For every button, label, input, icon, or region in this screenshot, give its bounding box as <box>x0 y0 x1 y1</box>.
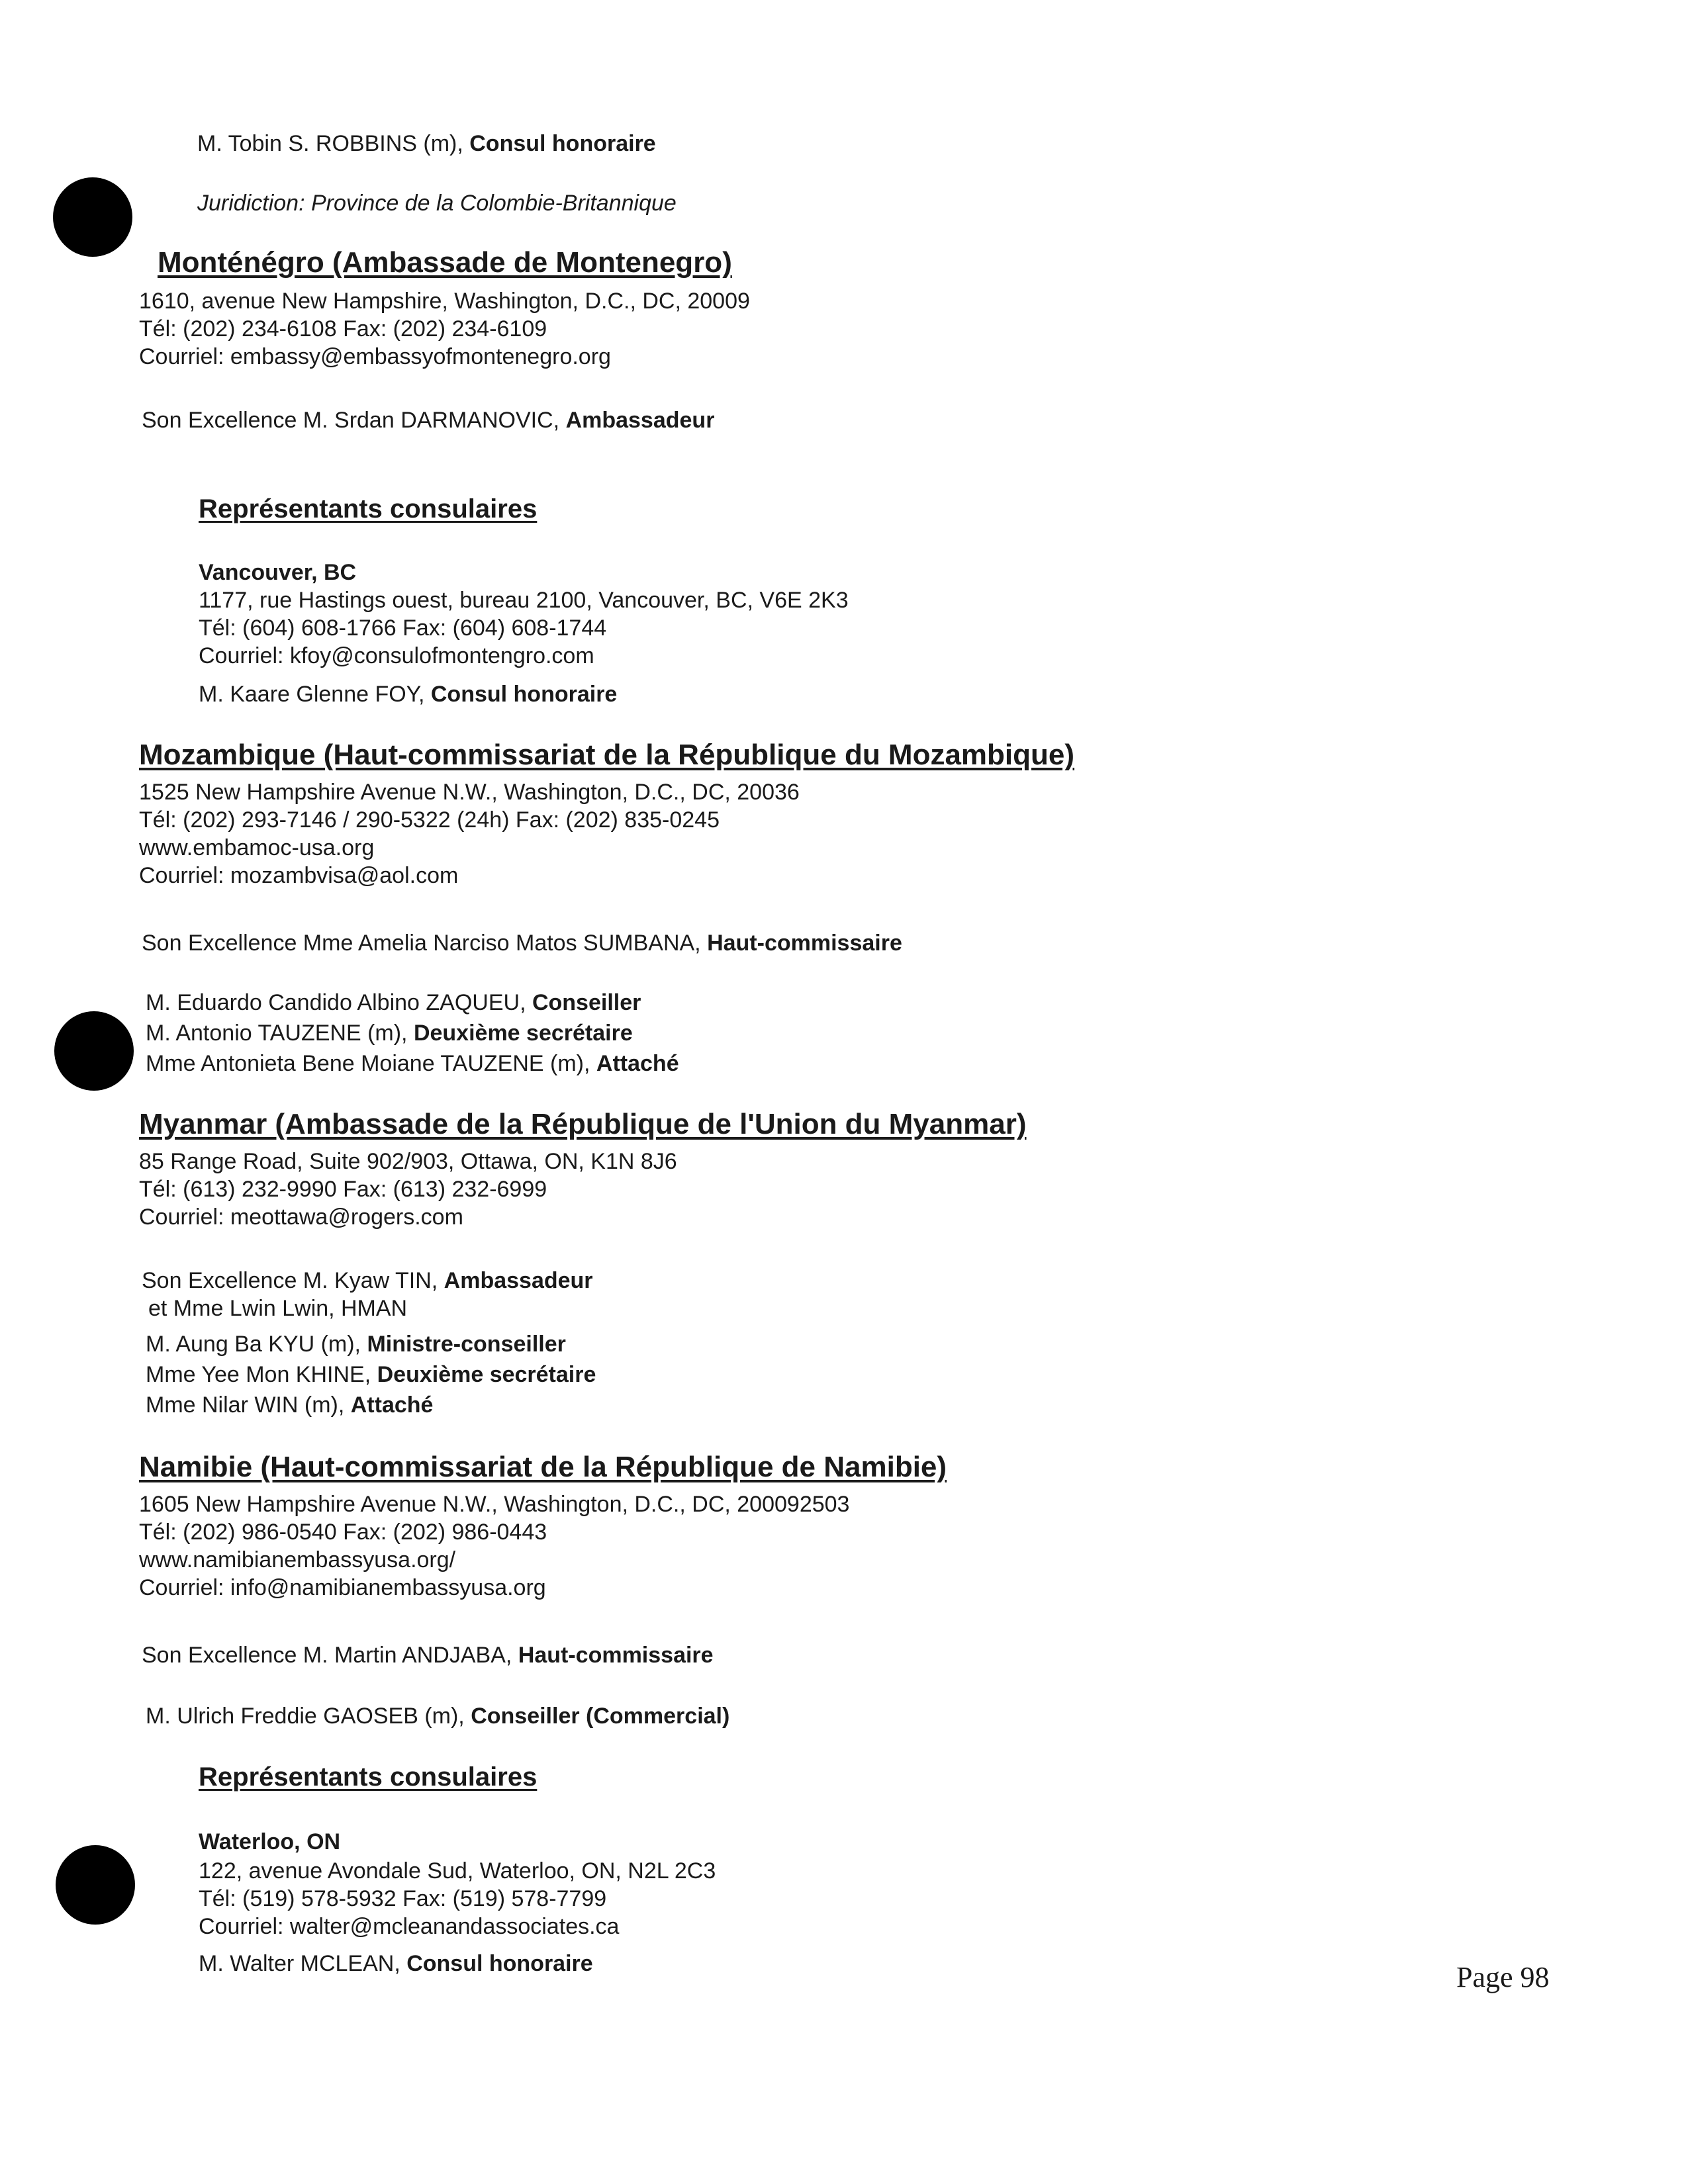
myanmar-spouse: et Mme Lwin Lwin, HMAN <box>148 1296 408 1321</box>
mozambique-email: Courriel: mozambvisa@aol.com <box>139 863 459 888</box>
mozambique-head: Son Excellence Mme Amelia Narciso Matos SUMBANA, Haut-commissaire <box>142 931 902 956</box>
myanmar-email: Courriel: meottawa@rogers.com <box>139 1205 463 1230</box>
namibia-header: Namibie (Haut-commissariat de la République de Namibie) <box>139 1451 947 1483</box>
montenegro-address: 1610, avenue New Hampshire, Washington, D.C., DC, 20009 <box>139 289 750 314</box>
namibia-email: Courriel: info@namibianembassyusa.org <box>139 1575 546 1600</box>
namibia-phone: Tél: (202) 986-0540 Fax: (202) 986-0443 <box>139 1520 547 1545</box>
vancouver-email: Courriel: kfoy@consulofmontengro.com <box>199 643 594 668</box>
mozambique-phone: Tél: (202) 293-7146 / 290-5322 (24h) Fax: (202) 835-0245 <box>139 807 720 833</box>
myanmar-ambassador: Son Excellence M. Kyaw TIN, Ambassadeur <box>142 1268 593 1293</box>
waterloo-email: Courriel: walter@mcleanandassociates.ca <box>199 1914 620 1939</box>
mozambique-staff-3: Mme Antonieta Bene Moiane TAUZENE (m), Attaché <box>146 1051 679 1076</box>
myanmar-address: 85 Range Road, Suite 902/903, Ottawa, ON, K1N 8J6 <box>139 1149 677 1174</box>
namibia-address: 1605 New Hampshire Avenue N.W., Washington, D.C., DC, 200092503 <box>139 1492 850 1517</box>
montenegro-email: Courriel: embassy@embassyofmontenegro.org <box>139 344 611 369</box>
punch-hole-middle <box>54 1011 134 1091</box>
robbins-entry: M. Tobin S. ROBBINS (m), Consul honoraire <box>197 131 656 156</box>
punch-hole-bottom <box>56 1845 135 1925</box>
myanmar-staff-3: Mme Nilar WIN (m), Attaché <box>146 1392 434 1418</box>
mozambique-staff-1: M. Eduardo Candido Albino ZAQUEU, Conseiller <box>146 990 641 1015</box>
vancouver-phone: Tél: (604) 608-1766 Fax: (604) 608-1744 <box>199 615 607 641</box>
mozambique-address: 1525 New Hampshire Avenue N.W., Washington, D.C., DC, 20036 <box>139 780 800 805</box>
montenegro-phone: Tél: (202) 234-6108 Fax: (202) 234-6109 <box>139 316 547 341</box>
montenegro-consular-header: Représentants consulaires <box>199 494 538 523</box>
mozambique-header: Mozambique (Haut-commissariat de la République du Mozambique) <box>139 739 1075 771</box>
mclean-entry: M. Walter MCLEAN, Consul honoraire <box>199 1951 593 1976</box>
namibia-consular-header: Représentants consulaires <box>199 1762 538 1792</box>
punch-hole-top <box>53 177 132 257</box>
vancouver-city: Vancouver, BC <box>199 560 357 585</box>
namibia-head: Son Excellence M. Martin ANDJABA, Haut-commissaire <box>142 1643 714 1668</box>
myanmar-staff-1: M. Aung Ba KYU (m), Ministre-conseiller <box>146 1332 566 1357</box>
vancouver-address: 1177, rue Hastings ouest, bureau 2100, Vancouver, BC, V6E 2K3 <box>199 588 849 613</box>
waterloo-city: Waterloo, ON <box>199 1829 341 1854</box>
namibia-staff-1: M. Ulrich Freddie GAOSEB (m), Conseiller (Commercial) <box>146 1704 730 1729</box>
waterloo-address: 122, avenue Avondale Sud, Waterloo, ON, N2L 2C3 <box>199 1858 716 1884</box>
montenegro-ambassador: Son Excellence M. Srdan DARMANOVIC, Ambassadeur <box>142 408 715 433</box>
montenegro-header: Monténégro (Ambassade de Montenegro) <box>158 246 732 279</box>
myanmar-staff-2: Mme Yee Mon KHINE, Deuxième secrétaire <box>146 1362 596 1387</box>
myanmar-header: Myanmar (Ambassade de la République de l'Union du Myanmar) <box>139 1108 1027 1140</box>
mozambique-staff-2: M. Antonio TAUZENE (m), Deuxième secrétaire <box>146 1021 633 1046</box>
foy-entry: M. Kaare Glenne FOY, Consul honoraire <box>199 682 618 707</box>
namibia-web: www.namibianembassyusa.org/ <box>139 1547 456 1572</box>
page-number: Page 98 <box>1456 1961 1550 1993</box>
jurisdiction-line: Juridiction: Province de la Colombie-Britannique <box>197 191 677 216</box>
mozambique-web: www.embamoc-usa.org <box>139 835 375 860</box>
waterloo-phone: Tél: (519) 578-5932 Fax: (519) 578-7799 <box>199 1886 607 1911</box>
myanmar-phone: Tél: (613) 232-9990 Fax: (613) 232-6999 <box>139 1177 547 1202</box>
